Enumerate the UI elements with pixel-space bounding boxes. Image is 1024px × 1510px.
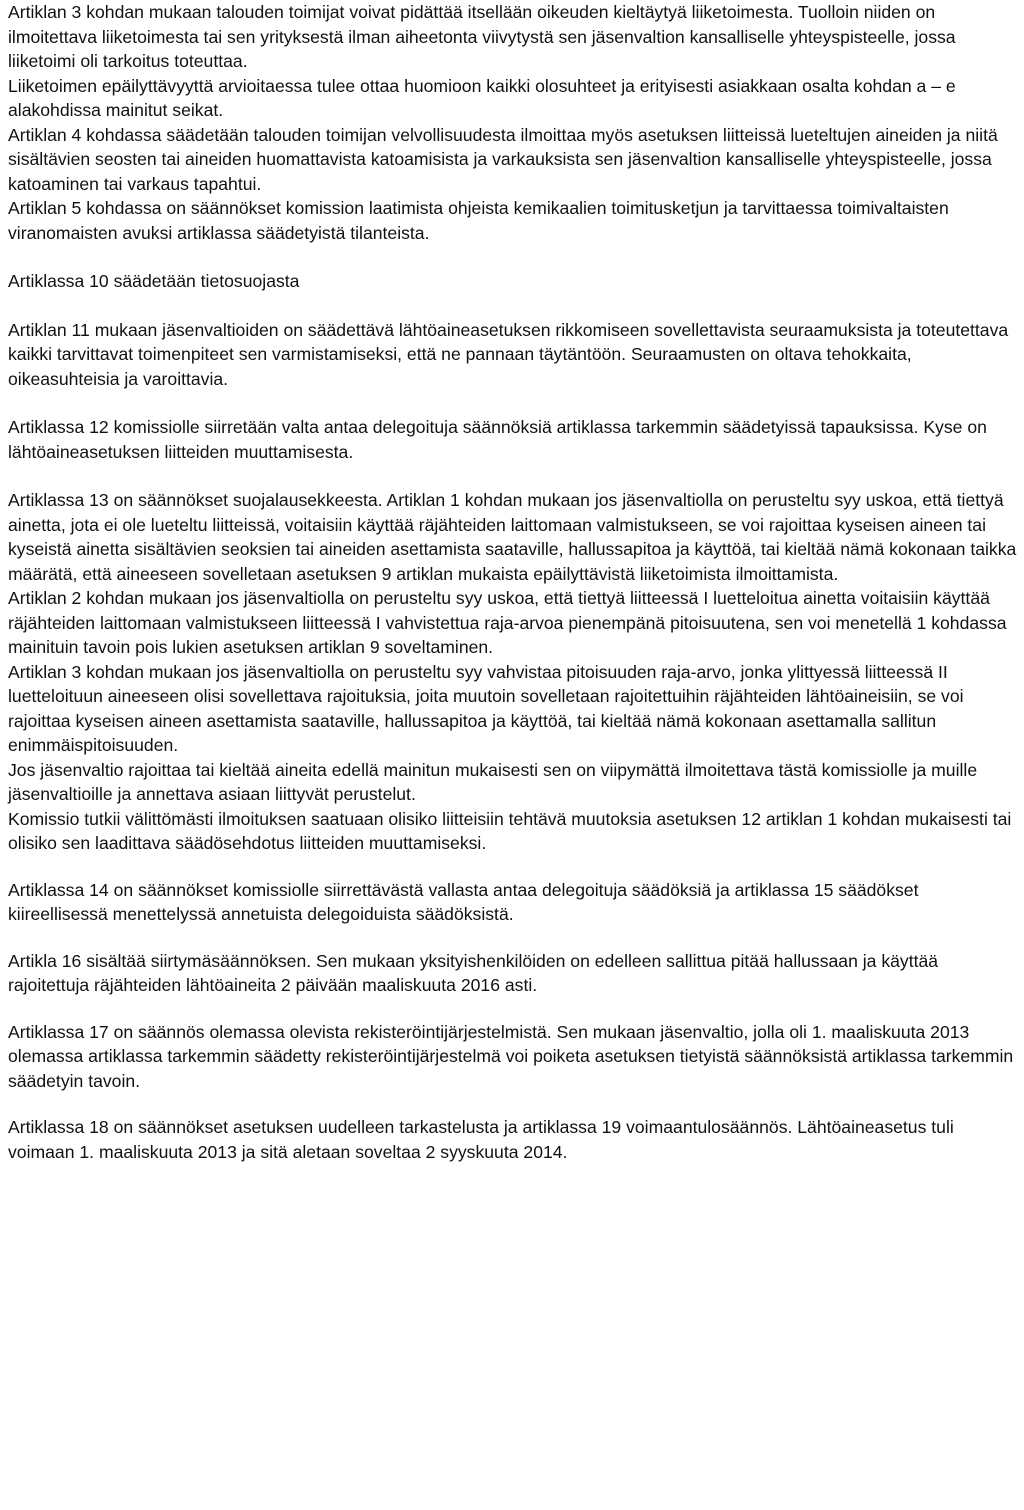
paragraph: Artiklan 4 kohdassa säädetään talouden toimijan velvollisuudesta ilmoittaa myös asetuksen liitteissä lueteltujen aineiden ja niitä sisältävien seosten tai aineiden huomattavista katoamisista ja varkauksista sen jäsenvaltion kansalliselle yhteyspisteelle, jossa katoaminen tai varkaus tapahtui. (8, 124, 998, 194)
section-article-9-paragraphs (8, 0, 1022, 245)
section-article-17 (8, 1020, 1022, 1094)
paragraph: Artiklassa 13 on säännökset suojalausekkeesta. Artiklan 1 kohdan mukaan jos jäsenvaltiolla on perusteltu syy uskoa, että tiettyä ainetta, jota ei ole lueteltu liitteissä, voitaisiin käyttää räjähteiden laittomaan valmistukseen, se voi rajoittaa kyseisen aineen tai kyseistä ainetta sisältävien seoksien tai aineiden asettamista saataville, hallussapitoa ja käyttöä, tai kieltää nämä kokonaan taikka määrätä, että aineeseen sovelletaan asetuksen 9 artiklan mukaista epäilyttävistä liiketoimista ilmoittamista. (8, 490, 1017, 584)
paragraph: Artiklan 2 kohdan mukaan jos jäsenvaltiolla on perusteltu syy uskoa, että tiettyä liitteessä I luetteloitua ainetta voitaisiin käyttää räjähteiden laittomaan valmistukseen liitteessä I vahvistettua raja-arvoa pienempänä pitoisuutena, sen voi menetellä 1 kohdassa mainituin tavoin pois lukien asetuksen artiklan 9 soveltaminen. (8, 588, 1007, 657)
section-article-13 (8, 488, 1022, 856)
section-article-12 (8, 415, 1022, 464)
paragraph: Artiklan 3 kohdan mukaan jos jäsenvaltiolla on perusteltu syy vahvistaa pitoisuuden raja-arvo, jonka ylittyessä liitteessä II luetteloituun aineeseen olisi sovellettava rajoituksia, joita muutoin sovelletaan rajoitettuihin räjähteiden lähtöaineisiin, se voi rajoittaa kyseisen aineen asettamista saataville, hallussapitoa ja käyttöä, tai kieltää nämä kokonaan asettamalla sallitun enimmäispitoisuuden. (8, 661, 964, 755)
paragraph: Artiklassa 14 on säännökset komissiolle siirrettävästä vallasta antaa delegoituja säädöksiä ja artiklassa 15 säädökset kiireellisessä menettelyssä annetuista delegoiduista säädöksistä. (8, 879, 919, 924)
paragraph: Artiklan 11 mukaan jäsenvaltioiden on säädettävä lähtöaineasetuksen rikkomiseen sovellettavista seuraamuksista ja toteutettava kaikki tarvittavat toimenpiteet sen varmistamiseksi, että ne pannaan täytäntöön. Seuraamusten on oltava tehokkaita, oikeasuhteisia ja varoittavia. (8, 319, 1009, 389)
paragraph: Artiklan 5 kohdassa on säännökset komission laatimista ohjeista kemikaalien toimitusketjun ja tarvittaessa toimivaltaisten viranomaisten avuksi artiklassa säädetyistä tilanteista. (8, 198, 949, 243)
paragraph: Artiklan 3 kohdan mukaan talouden toimijat voivat pidättää itsellään oikeuden kieltäytyä liiketoimesta. Tuolloin niiden on ilmoitettava liiketoimesta tai sen yrityksestä ilman aiheetonta viivytystä sen jäsenvaltion kansalliselle yhteyspisteelle, jossa liiketoimi oli tarkoitus toteuttaa. (8, 2, 956, 71)
section-article-16 (8, 949, 1022, 998)
paragraph: Artiklassa 10 säädetään tietosuojasta (8, 271, 300, 291)
section-article-11 (8, 318, 1022, 392)
paragraph: Jos jäsenvaltio rajoittaa tai kieltää aineita edellä mainitun mukaisesti sen on viipymättä ilmoitettava tästä komissiolle ja muille jäsenvaltioille ja annettava asiaan liittyvät perustelut. (8, 759, 978, 804)
section-article-14-15 (8, 878, 1022, 927)
paragraph: Artiklassa 18 on säännökset asetuksen uudelleen tarkastelusta ja artiklassa 19 voimaantulosäännös. Lähtöaineasetus tuli voimaan 1. maaliskuuta 2013 ja sitä aletaan soveltaa 2 syyskuuta 2014. (8, 1117, 954, 1162)
paragraph: Artiklassa 17 on säännös olemassa olevista rekisteröintijärjestelmistä. Sen mukaan jäsenvaltio, jolla oli 1. maaliskuuta 2013 olemassa artiklassa tarkemmin säädetty rekisteröintijärjestelmä voi poiketa asetuksen tietyistä säännöksistä artiklassa tarkemmin säädetyin tavoin. (8, 1021, 1014, 1091)
section-article-18-19 (8, 1115, 1022, 1164)
paragraph: Komissio tutkii välittömästi ilmoituksen saatuaan olisiko liitteisiin tehtävä muutoksia asetuksen 12 artiklan 1 kohdan mukaisesti tai olisiko sen laadittava säädösehdotus liitteiden muuttamiseksi. (8, 808, 1012, 853)
paragraph: Artikla 16 sisältää siirtymäsäännöksen. Sen mukaan yksityishenkilöiden on edelleen sallittua pitää hallussaan ja käyttää rajoitettuja räjähteiden lähtöaineita 2 päivään maaliskuuta 2016 asti. (8, 950, 939, 995)
paragraph: Artiklassa 12 komissiolle siirretään valta antaa delegoituja säännöksiä artiklassa tarkemmin säädetyissä tapauksissa. Kyse on lähtöaineasetuksen liitteiden muuttamisesta. (8, 417, 987, 462)
paragraph: Liiketoimen epäilyttävyyttä arvioitaessa tulee ottaa huomioon kaikki olosuhteet ja erityisesti asiakkaan osalta kohdan a – e alakohdissa mainitut seikat. (8, 75, 956, 120)
section-article-10 (8, 269, 1022, 294)
document-page (8, 0, 1022, 1164)
